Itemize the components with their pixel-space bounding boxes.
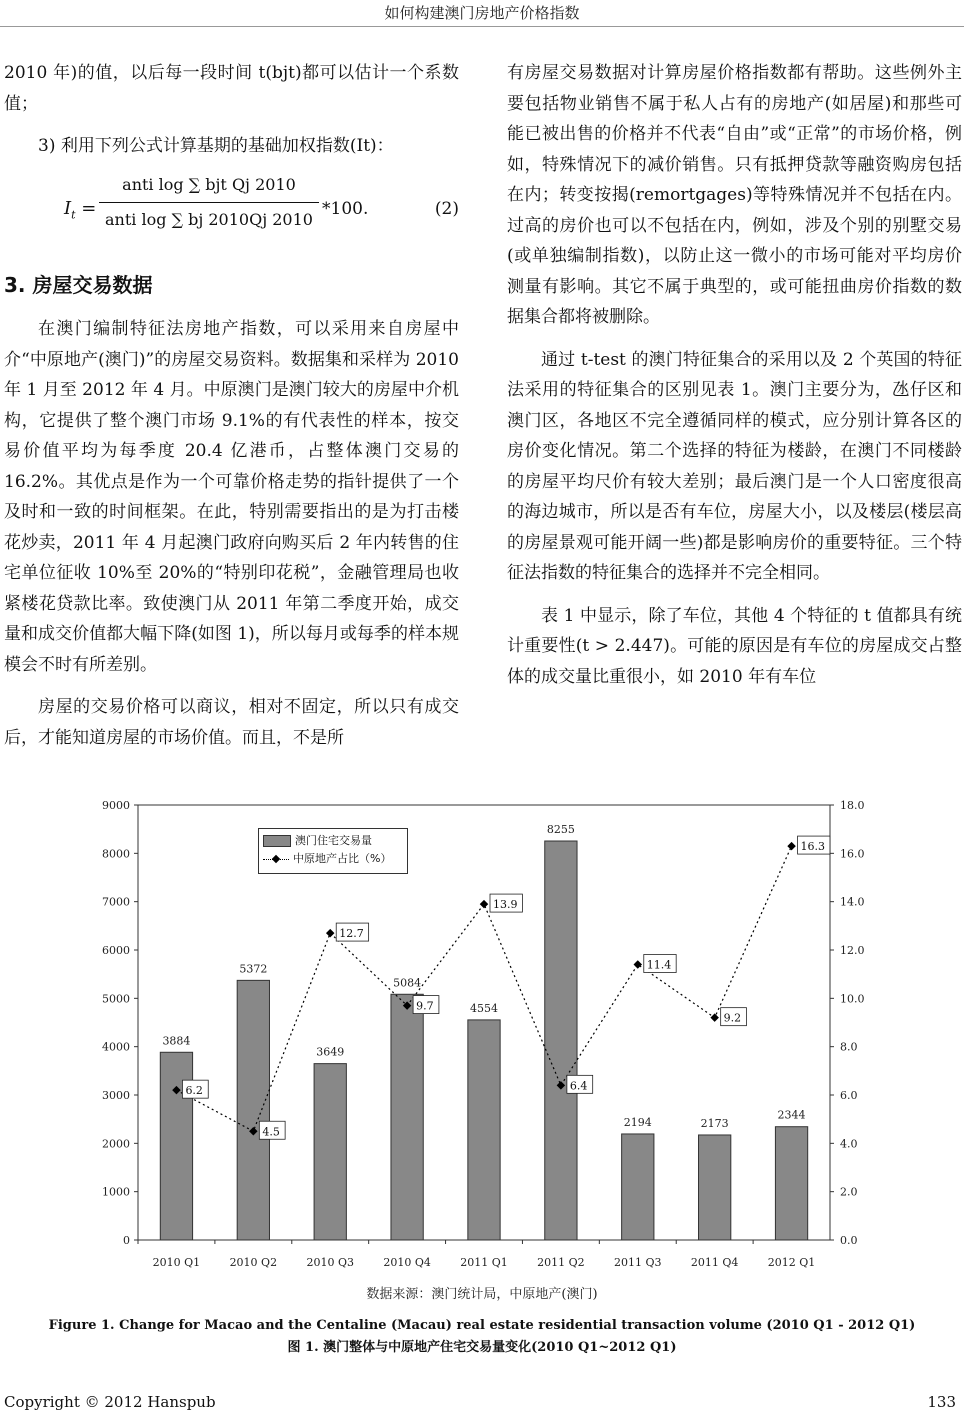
line-data-label: 6.4 [569,1079,588,1093]
formula-fraction [99,170,319,235]
left-paragraph-1: 2010 年)的值，以后每一段时间 t(bjt)都可以估计一个系数值； [4,63,459,114]
left-axis-tick-label: 3000 [102,1089,130,1102]
formula-lhs-sub: t [71,208,76,222]
bar-data-label: 2344 [777,1108,806,1122]
figure-caption-cn: 图 1. 澳门整体与中原地产住宅交易量变化(2010 Q1~2012 Q1) [287,1340,677,1355]
left-axis-tick-label: 9000 [102,799,130,812]
left-axis-tick-label: 1000 [102,1185,130,1199]
legend-bar-swatch [263,835,291,847]
right-axis-tick-label: 4.0 [840,1137,858,1151]
x-axis-tick-label: 2011 Q1 [460,1256,508,1269]
line-data-label: 4.5 [262,1125,280,1139]
left-axis-tick-label: 7000 [102,895,130,909]
line-point-marker [480,900,488,908]
formula-2 [4,168,459,248]
formula-fraction-bar [99,202,319,203]
legend-line-entry [263,851,391,867]
chart-svg [100,790,900,1280]
line-point-marker [787,842,795,850]
right-paragraph-3: 表 1 中显示，除了车位，其他 4 个特征的 t 值都具有统计重要性(t > 2.447)。可能的原因是有车位的房屋成交占整体的成交量比重很小，如 2010 年有车位 [507,605,962,687]
bar-volume [391,994,423,1240]
right-axis-tick-label: 18.0 [840,799,865,812]
formula-denominator: anti log ∑ bj 2010Qj 2010 [105,209,313,229]
left-column [4,58,459,753]
line-data-label: 13.9 [493,898,518,912]
bar-data-label: 5372 [239,962,268,976]
bar-data-label: 3884 [162,1034,191,1048]
bar-data-label: 5084 [393,976,422,990]
footer-copyright: Copyright © 2012 Hanspub [4,1393,216,1411]
right-axis-tick-label: 8.0 [840,1040,858,1054]
bar-volume [699,1135,731,1240]
formula-eq: = [81,197,97,219]
header-rule [0,26,964,27]
x-axis-tick-label: 2010 Q3 [306,1256,354,1269]
bar-volume [545,841,577,1240]
formula-intro: 3) 利用下列公式计算基期的基础加权指数(It)： [38,136,394,156]
bar-volume [622,1134,654,1240]
right-axis-tick-label: 12.0 [840,944,865,957]
bar-volume [468,1020,500,1240]
right-axis-tick-label: 16.0 [840,847,865,861]
bar-data-label: 2173 [700,1116,729,1130]
chart-legend [258,828,408,874]
legend-bar-entry [263,833,372,849]
left-axis-tick-label: 5000 [102,992,130,1006]
legend-line-swatch [263,854,289,864]
right-axis-tick-label: 14.0 [840,895,865,909]
line-data-label: 6.2 [185,1084,203,1098]
line-data-label: 9.7 [416,999,434,1013]
section-heading: 3. 房屋交易数据 [4,272,153,297]
figure-1-chart [100,790,900,1280]
left-axis-tick-label: 0 [123,1234,130,1247]
right-paragraph-1: 有房屋交易数据对计算房屋价格指数都有帮助。这些例外主要包括物业销售不属于私人占有的房地产(如居屋)和那些可能已被出售的价格并不代表“自由”或“正常”的市场价格，例如，特殊情况下的减价销售。只有抵押贷款等融资购房包括在内；转变按揭(remortgages)等特殊情况并不包括在内。过高的房价也可以不包括在内，例如，涉及个别的别墅交易(或单独编制指数)，以防止这一微小的市场可能对平均房价测量有影响。其它不属于典型的，或可能扭曲房价指数的数据集合都将被删除。 [507,63,962,327]
footer-page-number: 133 [927,1393,956,1411]
right-axis-tick-label: 0.0 [840,1234,858,1247]
x-axis-tick-label: 2012 Q1 [767,1256,816,1269]
bar-data-label: 4554 [470,1001,498,1015]
line-point-marker [634,960,642,968]
x-axis-tick-label: 2011 Q4 [690,1256,739,1269]
x-axis-tick-label: 2010 Q4 [383,1256,431,1269]
left-paragraph-4: 房屋的交易价格可以商议，相对不固定，所以只有成交后，才能知道房屋的市场价值。而且，不是所 [4,697,459,748]
right-column [507,58,962,692]
legend-line-label: 中原地产占比（%） [293,852,392,865]
running-header: 如何构建澳门房地产价格指数 [384,4,580,22]
right-axis-tick-label: 2.0 [840,1185,858,1199]
left-axis-tick-label: 4000 [102,1040,130,1054]
right-axis-tick-label: 6.0 [840,1089,858,1102]
left-paragraph-3: 在澳门编制特征法房地产指数，可以采用来自房屋中介“中原地产(澳门)”的房屋交易资料。数据集和采样为 2010 年 1 月至 2012 年 4 月。中原澳门是澳门较大的房屋中介机构，它提供了整个澳门市场 9.1%的有代表性的样本，按交易价值平均为每季度 20.4 亿港币，占整体澳门交易的 16.2%。其优点是作为一个可靠价格走势的指针提供了一个及时和一致的时间框架。在此，特别需要指出的是为打击楼花炒卖，2011 年 4 月起澳门政府向购买后 2 年内转售的住宅单位征收 10%至 20%的“特别印花税”，金融管理局也收紧楼花贷款比率。致使澳门从 2011 年第二季度开始，成交量和成交价值都大幅下降(如图 1)，所以每月或每季的样本规模会不时有所差别。 [4,319,459,675]
x-axis-tick-label: 2010 Q1 [152,1256,201,1269]
line-point-marker [710,1013,718,1021]
bar-volume [237,980,269,1240]
right-axis-tick-label: 10.0 [840,992,865,1006]
x-axis-tick-label: 2011 Q2 [537,1256,585,1269]
formula-tail: *100. [322,198,369,219]
formula-lhs-symbol: I [64,197,72,219]
chart-source: 数据来源：澳门统计局，中原地产(澳门) [366,1287,598,1302]
left-axis-tick-label: 6000 [102,944,130,957]
line-data-label: 12.7 [339,927,364,941]
formula-numerator: anti log ∑ bjt Qj 2010 [122,174,296,194]
formula-lhs [64,194,96,231]
right-paragraph-2: 通过 t-test 的澳门特征集合的采用以及 2 个英国的特征法采用的特征集合的区别见表 1。澳门主要分为，氹仔区和澳门区，各地区不完全遵循同样的模式，应分别计算各区的房价变化情况。第二个选择的特征为楼龄，在澳门不同楼龄的房屋平均尺价有较大差别；最后澳门是一个人口密度很高的海边城市，所以是否有车位，房屋大小，以及楼层(楼层高的房屋景观可能开阔一些)都是影响房价的重要特征。三个特征法指数的特征集合的选择并不完全相同。 [507,349,962,583]
figure-caption-en: Figure 1. Change for Macao and the Centaline (Macau) real estate residential transaction volume (2010 Q1 - 2012 Q1) [48,1318,916,1333]
left-axis-tick-label: 8000 [102,847,130,861]
x-axis-tick-label: 2010 Q2 [229,1256,278,1269]
formula-number: (2) [434,198,459,219]
line-data-label: 11.4 [646,958,672,972]
bar-data-label: 2194 [623,1115,652,1129]
bar-volume [775,1127,807,1240]
line-point-marker [326,929,334,937]
left-axis-tick-label: 2000 [102,1137,130,1151]
bar-data-label: 8255 [546,823,575,837]
bar-data-label: 3649 [316,1045,345,1059]
line-data-label: 9.2 [723,1011,742,1025]
bar-volume [314,1064,346,1240]
legend-bar-label: 澳门住宅交易量 [295,834,372,847]
x-axis-tick-label: 2011 Q3 [614,1256,662,1269]
line-data-label: 16.3 [800,840,826,854]
